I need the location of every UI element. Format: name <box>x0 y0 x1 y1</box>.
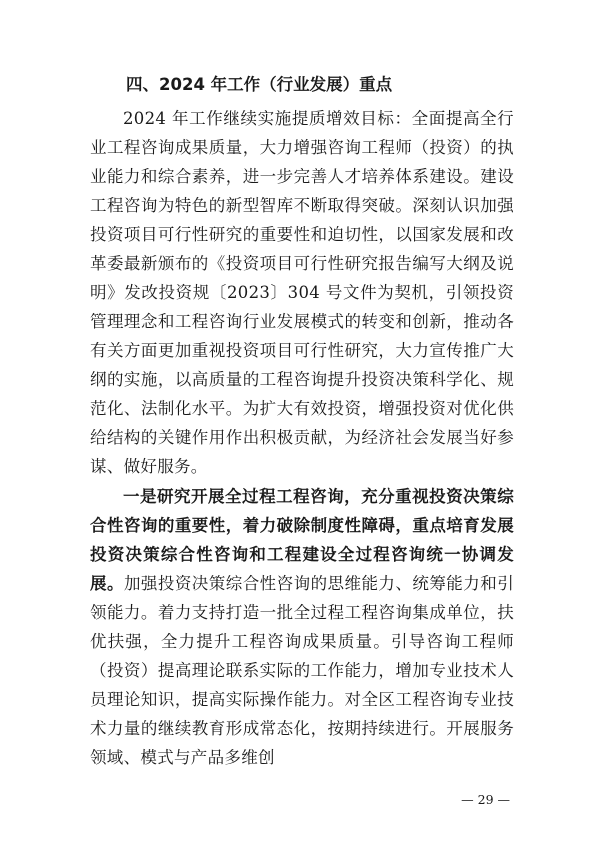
paragraph-body-text: 加强投资决策综合性咨询的思维能力、统筹能力和引领能力。着力支持打造一批全过程工程咨询集成单位，扶优扶强，全力提升工程咨询成果质量。引导咨询工程师（投资）提高理论联系实际的工作能力，增加专业技术人员理论知识，提高实际操作能力。对全区工程咨询专业技术力量的继续教育形成常态化，按期持续进行。开展服务领域、模式与产品多维创 <box>90 574 514 767</box>
section-heading: 四、2024 年工作（行业发展）重点 <box>126 75 393 94</box>
paragraph-work-goals: 2024 年工作继续实施提质增效目标：全面提高全行业工程咨询成果质量，大力增强咨询工程师（投资）的执业能力和综合素养，进一步完善人才培养体系建设。建设工程咨询为特色的新型智库不断取得突破。深刻认识加强投资项目可行性研究的重要性和迫切性，以国家发展和改革委最新颁布的《投资项目可行性研究报告编写大纲及说明》发改投资规〔2023〕304 号文件为契机，引领投资管理理念和工程咨询行业发展模式的转变和创新，推动各有关方面更加重视投资项目可行性研究，大力宣传推广大纲的实施，以高质量的工程咨询提升投资决策科学化、规范化、法制化水平。为扩大有效投资，增强投资对优化供给结构的关键作用作出积极贡献，为经济社会发展当好参谋、做好服务。 <box>90 109 514 476</box>
page-number: — 29 — <box>461 792 510 807</box>
paragraph-lead-text: 一是研究开展全过程工程咨询，充分重视投资决策综合性咨询的重要性，着力破除制度性障碍，重点培育发展投资决策综合性咨询和工程建设全过程咨询统一协调发展。 <box>90 487 514 593</box>
paragraph-full-process-consulting <box>90 482 514 772</box>
